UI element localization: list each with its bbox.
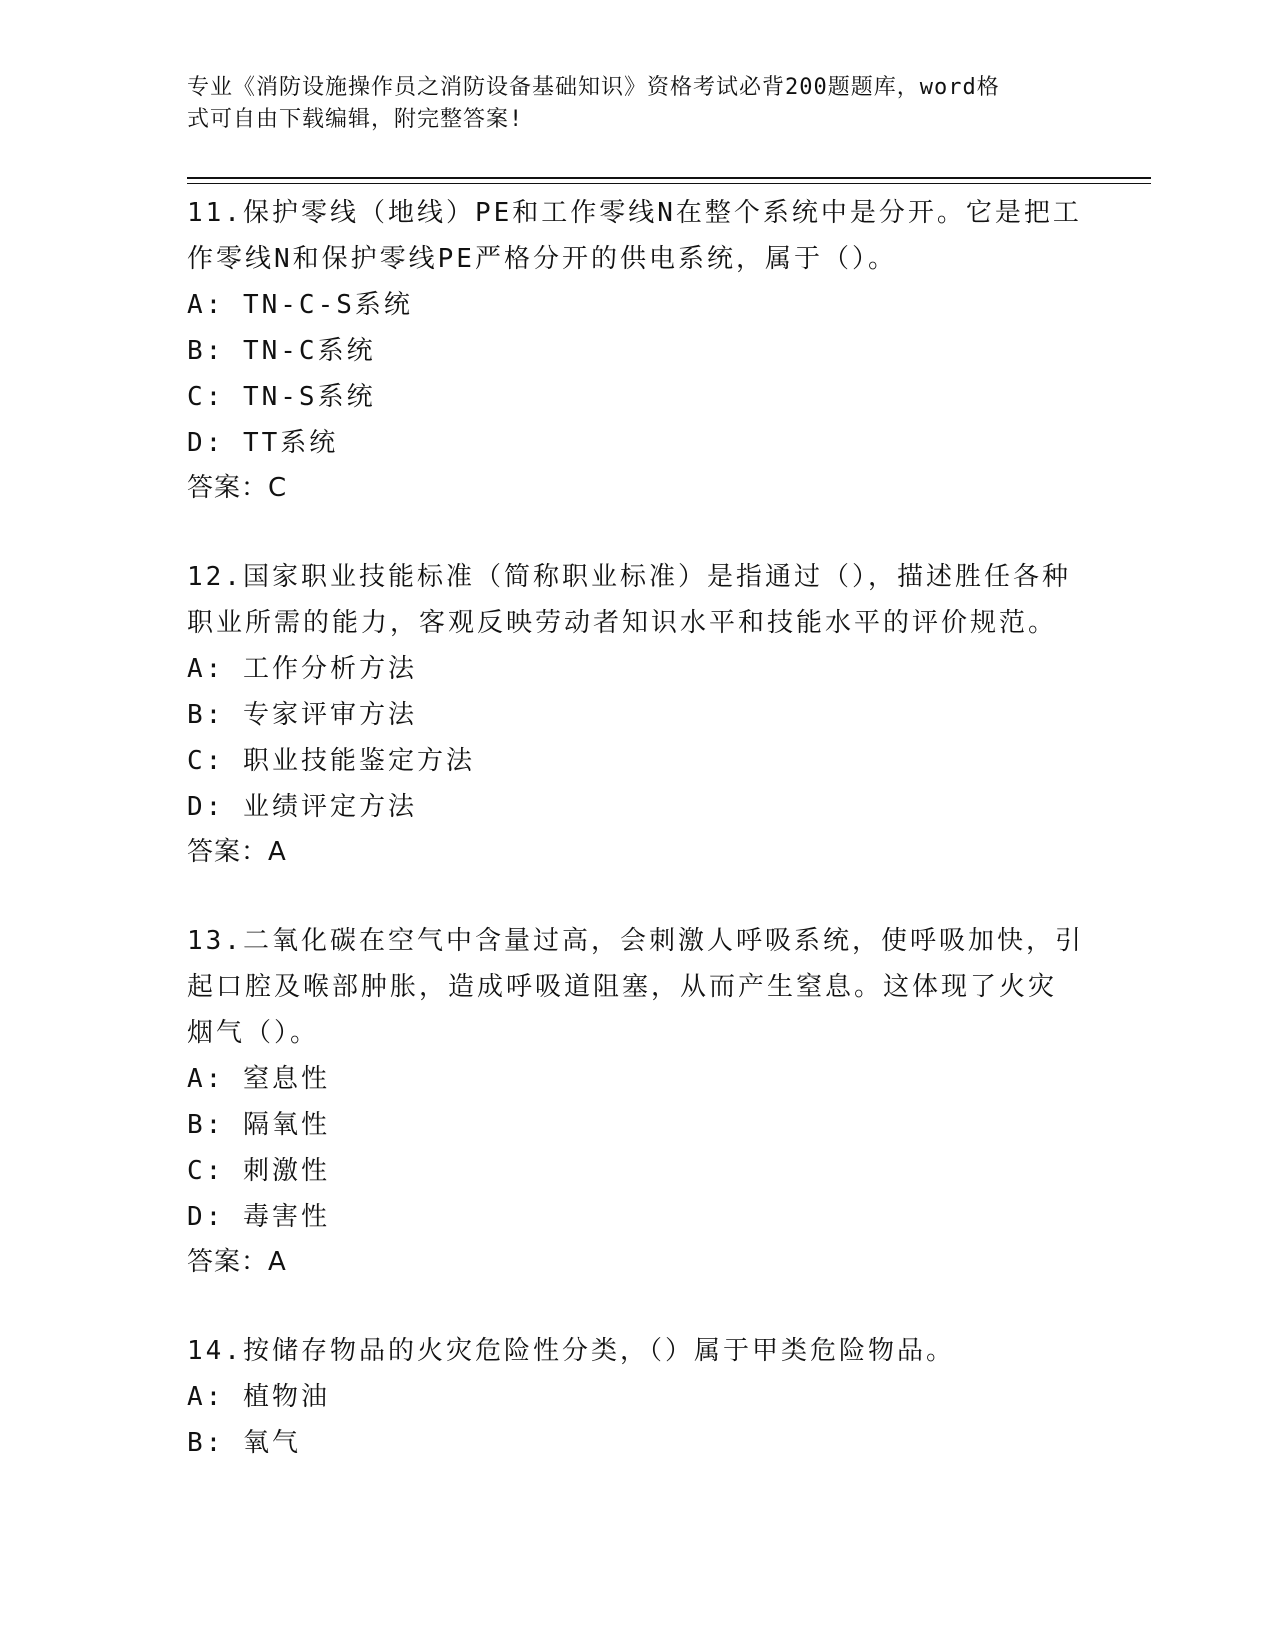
question-spacer <box>187 1284 1087 1328</box>
option-a: A: 植物油 <box>187 1382 330 1412</box>
option-b: B: 专家评审方法 <box>187 700 417 730</box>
question-stem-line: 烟气（）。 <box>187 1018 320 1048</box>
question-13 <box>187 918 1087 1284</box>
header-line-2: 式可自由下载编辑，附完整答案! <box>187 107 524 132</box>
option-b: B: 氧气 <box>187 1428 301 1458</box>
option-a: A: TN-C-S系统 <box>187 290 413 320</box>
option-c: C: 职业技能鉴定方法 <box>187 746 475 776</box>
question-12 <box>187 554 1087 874</box>
option-a: A: 工作分析方法 <box>187 654 417 684</box>
option-d: D: TT系统 <box>187 428 339 458</box>
option-c: C: 刺激性 <box>187 1156 330 1186</box>
question-stem-line: 职业所需的能力，客观反映劳动者知识水平和技能水平的评价规范。 <box>187 608 1058 638</box>
header-line-1: 专业《消防设施操作员之消防设备基础知识》资格考试必背200题题库，word格 <box>187 75 1000 100</box>
question-spacer <box>187 510 1087 554</box>
question-stem-line: 作零线N和保护零线PE严格分开的供电系统，属于（）。 <box>187 244 897 274</box>
header-rule-thin <box>187 183 1151 184</box>
answer-line: 答案：A <box>187 1247 287 1277</box>
option-d: D: 毒害性 <box>187 1202 330 1232</box>
question-14 <box>187 1328 1087 1466</box>
option-a: A: 窒息性 <box>187 1064 330 1094</box>
question-list <box>187 190 1087 1466</box>
question-stem-line: 11.保护零线（地线）PE和工作零线N在整个系统中是分开。它是把工 <box>187 198 1082 228</box>
header-rule-thick <box>187 177 1151 179</box>
option-b: B: 隔氧性 <box>187 1110 330 1140</box>
option-c: C: TN-S系统 <box>187 382 376 412</box>
question-11 <box>187 190 1087 510</box>
question-stem-line: 13.二氧化碳在空气中含量过高，会刺激人呼吸系统，使呼吸加快，引 <box>187 926 1084 956</box>
option-b: B: TN-C系统 <box>187 336 376 366</box>
document-header <box>187 72 1067 136</box>
question-stem-line: 14.按储存物品的火灾危险性分类，（）属于甲类危险物品。 <box>187 1336 955 1366</box>
question-spacer <box>187 874 1087 918</box>
question-stem-line: 12.国家职业技能标准（简称职业标准）是指通过（），描述胜任各种 <box>187 562 1071 592</box>
answer-line: 答案：C <box>187 473 288 503</box>
question-stem-line: 起口腔及喉部肿胀，造成呼吸道阻塞，从而产生窒息。这体现了火灾 <box>187 972 1058 1002</box>
option-d: D: 业绩评定方法 <box>187 792 417 822</box>
answer-line: 答案：A <box>187 837 287 867</box>
